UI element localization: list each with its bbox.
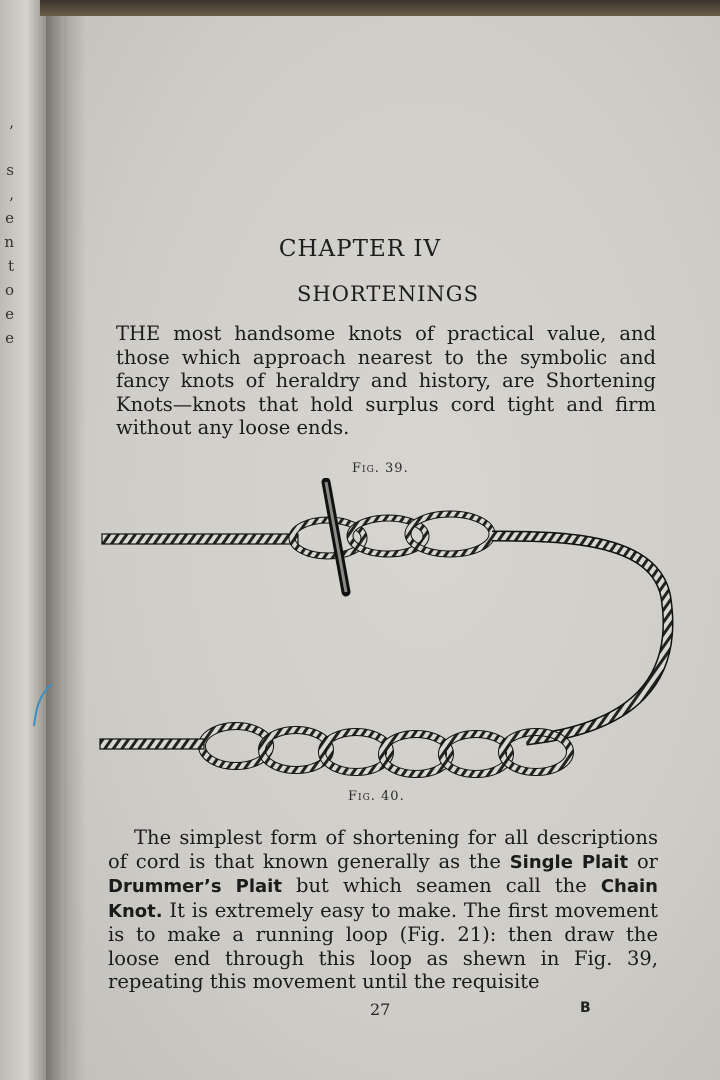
section-title: SHORTENINGS — [297, 282, 479, 306]
signature-mark: B — [580, 1000, 591, 1016]
left-page-letters — [0, 110, 14, 350]
left-page-letter: e — [5, 329, 14, 347]
knot-illustration — [96, 478, 686, 798]
left-page-letter: t — [7, 257, 14, 275]
left-page-letter: , — [9, 185, 14, 203]
paragraph-chain-text-3: but which seamen call the — [281, 874, 601, 897]
rope-lower-left — [100, 739, 204, 749]
lower-chain-plait — [202, 726, 570, 774]
figure-39-caption: Fig. 39. — [352, 461, 409, 476]
paragraph-intro — [116, 322, 656, 440]
page-number: 27 — [370, 1000, 391, 1019]
figure-40-caption: Fig. 40. — [348, 789, 405, 804]
paragraph-chain-knot — [108, 826, 658, 994]
upper-chain-knot — [292, 514, 492, 556]
paragraph-intro-lead: THE — [116, 322, 161, 345]
rope-right-curve — [492, 536, 668, 740]
book-top-edge — [40, 0, 720, 16]
left-page-letter: e — [5, 209, 14, 227]
left-page-letter: o — [4, 281, 14, 299]
left-page-letter: , — [9, 113, 14, 131]
pen-mark-blue — [28, 680, 58, 730]
term-drummers-plait: Drummer’s Plait — [108, 876, 282, 897]
left-page-letter: n — [4, 233, 14, 251]
term-chain-knot: Chain Knot. — [108, 876, 658, 922]
left-page-letter — [0, 134, 14, 158]
paragraph-chain-text-2: or — [628, 849, 659, 873]
paragraph-chain-text-1: The simplest form of shortening for all descriptions of cord is that known generally as the — [108, 826, 658, 873]
left-page-letter: e — [5, 305, 14, 323]
paragraph-chain-text-4: It is extremely easy to make. The first movement is to make a running loop (Fig. 21): then draw the loose end through this loop as shewn in Fig. 39, repeating this movement until the requisite — [108, 898, 658, 993]
term-single-plait: Single Plait — [509, 851, 629, 873]
left-page-edge — [0, 0, 48, 1080]
book-gutter — [46, 0, 86, 1080]
chapter-title: CHAPTER IV — [278, 236, 442, 262]
left-page-letter: s — [6, 161, 14, 179]
rope-upper-left — [102, 534, 298, 544]
paragraph-intro-text: most handsome knots of practical value, and those which approach nearest to the symbolic and fancy knots of heraldry and history, are Shortening Knots—knots that hold surplus cord tight and firm without any loose ends. — [116, 322, 656, 439]
